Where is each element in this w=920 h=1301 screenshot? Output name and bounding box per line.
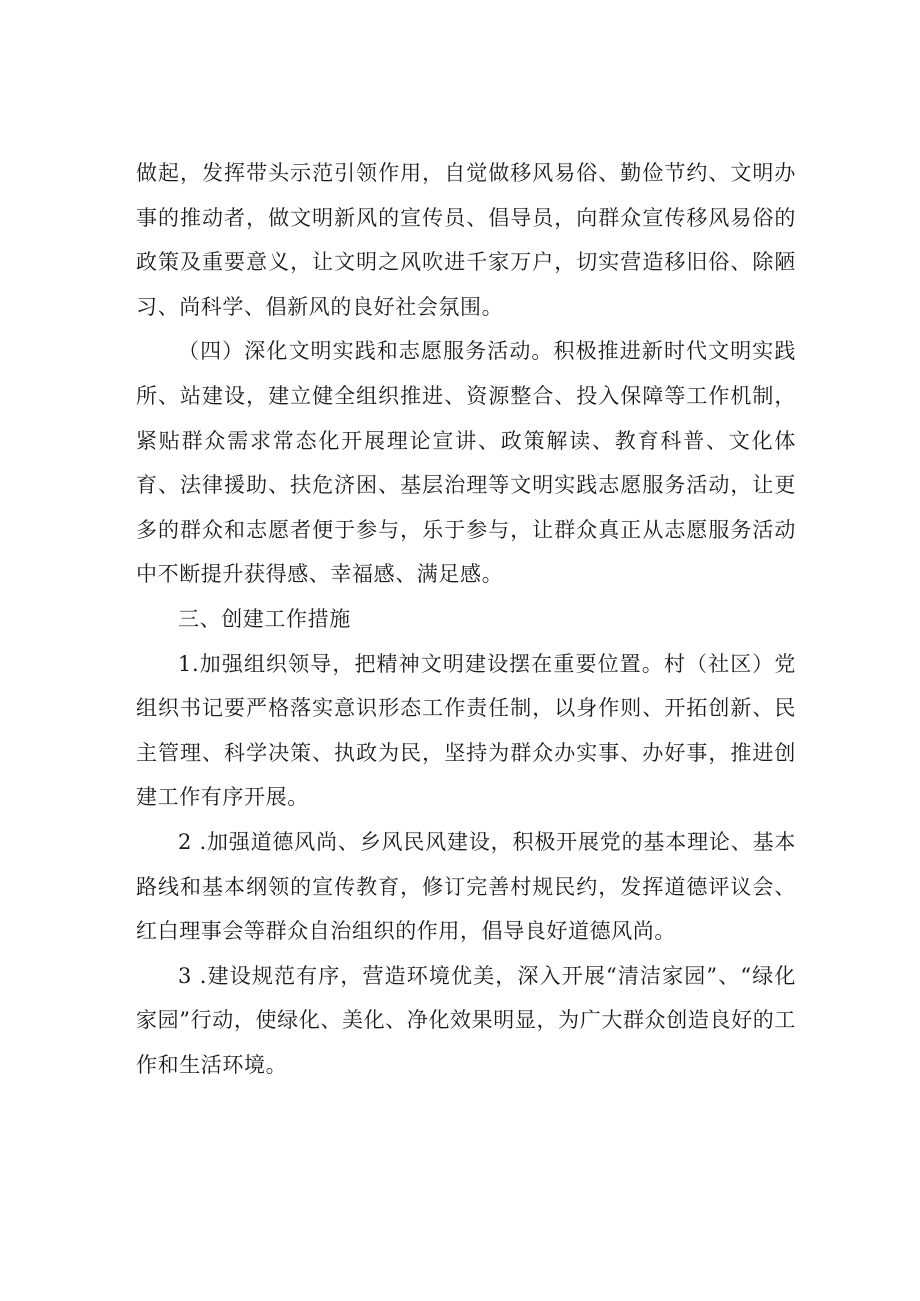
document-body [136,151,796,1087]
paragraph-measure-2: 2 .加强道德风尚、乡风民风建设，积极开展党的基本理论、基本路线和基本纲领的宣传教育，修订完善村规民约，发挥道德评议会、红白理事会等群众自治组织的作用，倡导良好道德风尚。 [136,829,796,944]
paragraph-measure-3: 3 .建设规范有序，营造环境优美，深入开展“清洁家园”、“绿化家园”行动，使绿化、美化、净化效果明显，为广大群众创造良好的工作和生活环境。 [136,963,796,1077]
paragraph-continuation: 做起，发挥带头示范引领作用，自觉做移风易俗、勤俭节约、文明办事的推动者，做文明新风的宣传员、倡导员，向群众宣传移风易俗的政策及重要意义，让文明之风吹进千家万户，切实营造移旧俗、除陋习、尚科学、倡新风的良好社会氛围。 [136,161,796,319]
paragraph-measure-1: 1.加强组织领导，把精神文明建设摆在重要位置。村（社区）党组织书记要严格落实意识形态工作责任制，以身作则、开拓创新、民主管理、科学决策、执政为民，坚持为群众办实事、办好事，推进创建工作有序开展。 [136,651,796,810]
section-heading-measures: 三、创建工作措施 [178,606,351,631]
paragraph-item-4: （四）深化文明实践和志愿服务活动。积极推进新时代文明实践所、站建设，建立健全组织推进、资源整合、投入保障等工作机制，紧贴群众需求常态化开展理论宣讲、政策解读、教育科普、文化体育、法律援助、扶危济困、基层治理等文明实践志愿服务活动，让更多的群众和志愿者便于参与，乐于参与，让群众真正从志愿服务活动中不断提升获得感、幸福感、满足感。 [136,339,796,587]
